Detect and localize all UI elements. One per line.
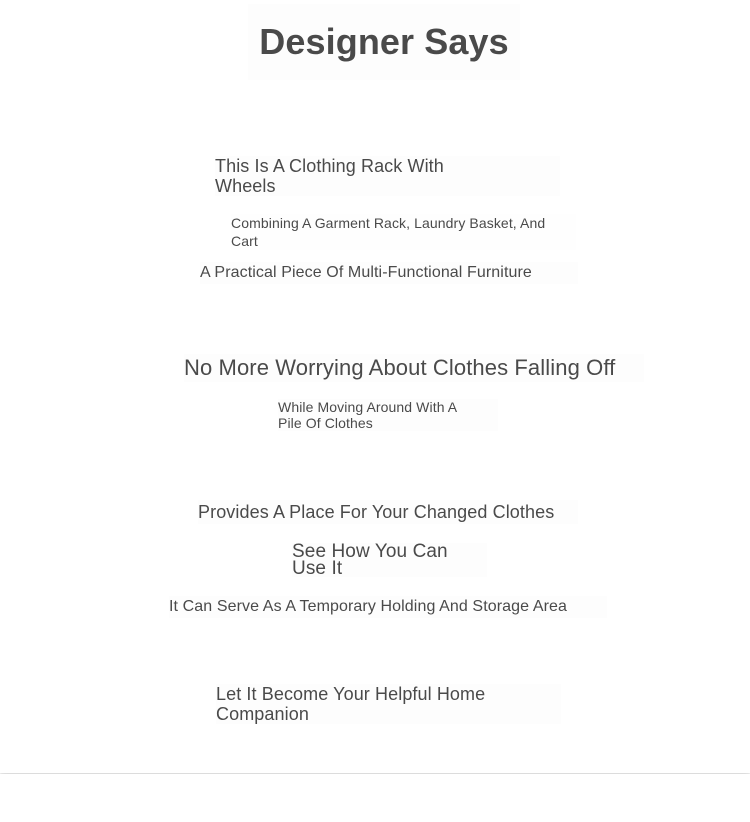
text-line-storage-area: It Can Serve As A Temporary Holding And Storage Area [169, 596, 607, 618]
page-background [0, 774, 750, 822]
text-line-no-more-worrying: No More Worrying About Clothes Falling Off [184, 354, 644, 382]
text-line-see-how: See How You Can Use It [292, 543, 487, 577]
text-line-changed-clothes: Provides A Place For Your Changed Clothes [198, 500, 578, 524]
text-line-practical-furniture: A Practical Piece Of Multi-Functional Furniture [200, 262, 578, 284]
text-line-home-companion: Let It Become Your Helpful Home Companion [216, 684, 561, 724]
text-line-pile-of-clothes: While Moving Around With A Pile Of Clothes [278, 399, 498, 431]
page-title: Designer Says [248, 4, 520, 80]
text-line-combining: Combining A Garment Rack, Laundry Basket, And Cart [231, 214, 576, 250]
text-line-clothing-rack: This Is A Clothing Rack With Wheels [215, 156, 560, 196]
